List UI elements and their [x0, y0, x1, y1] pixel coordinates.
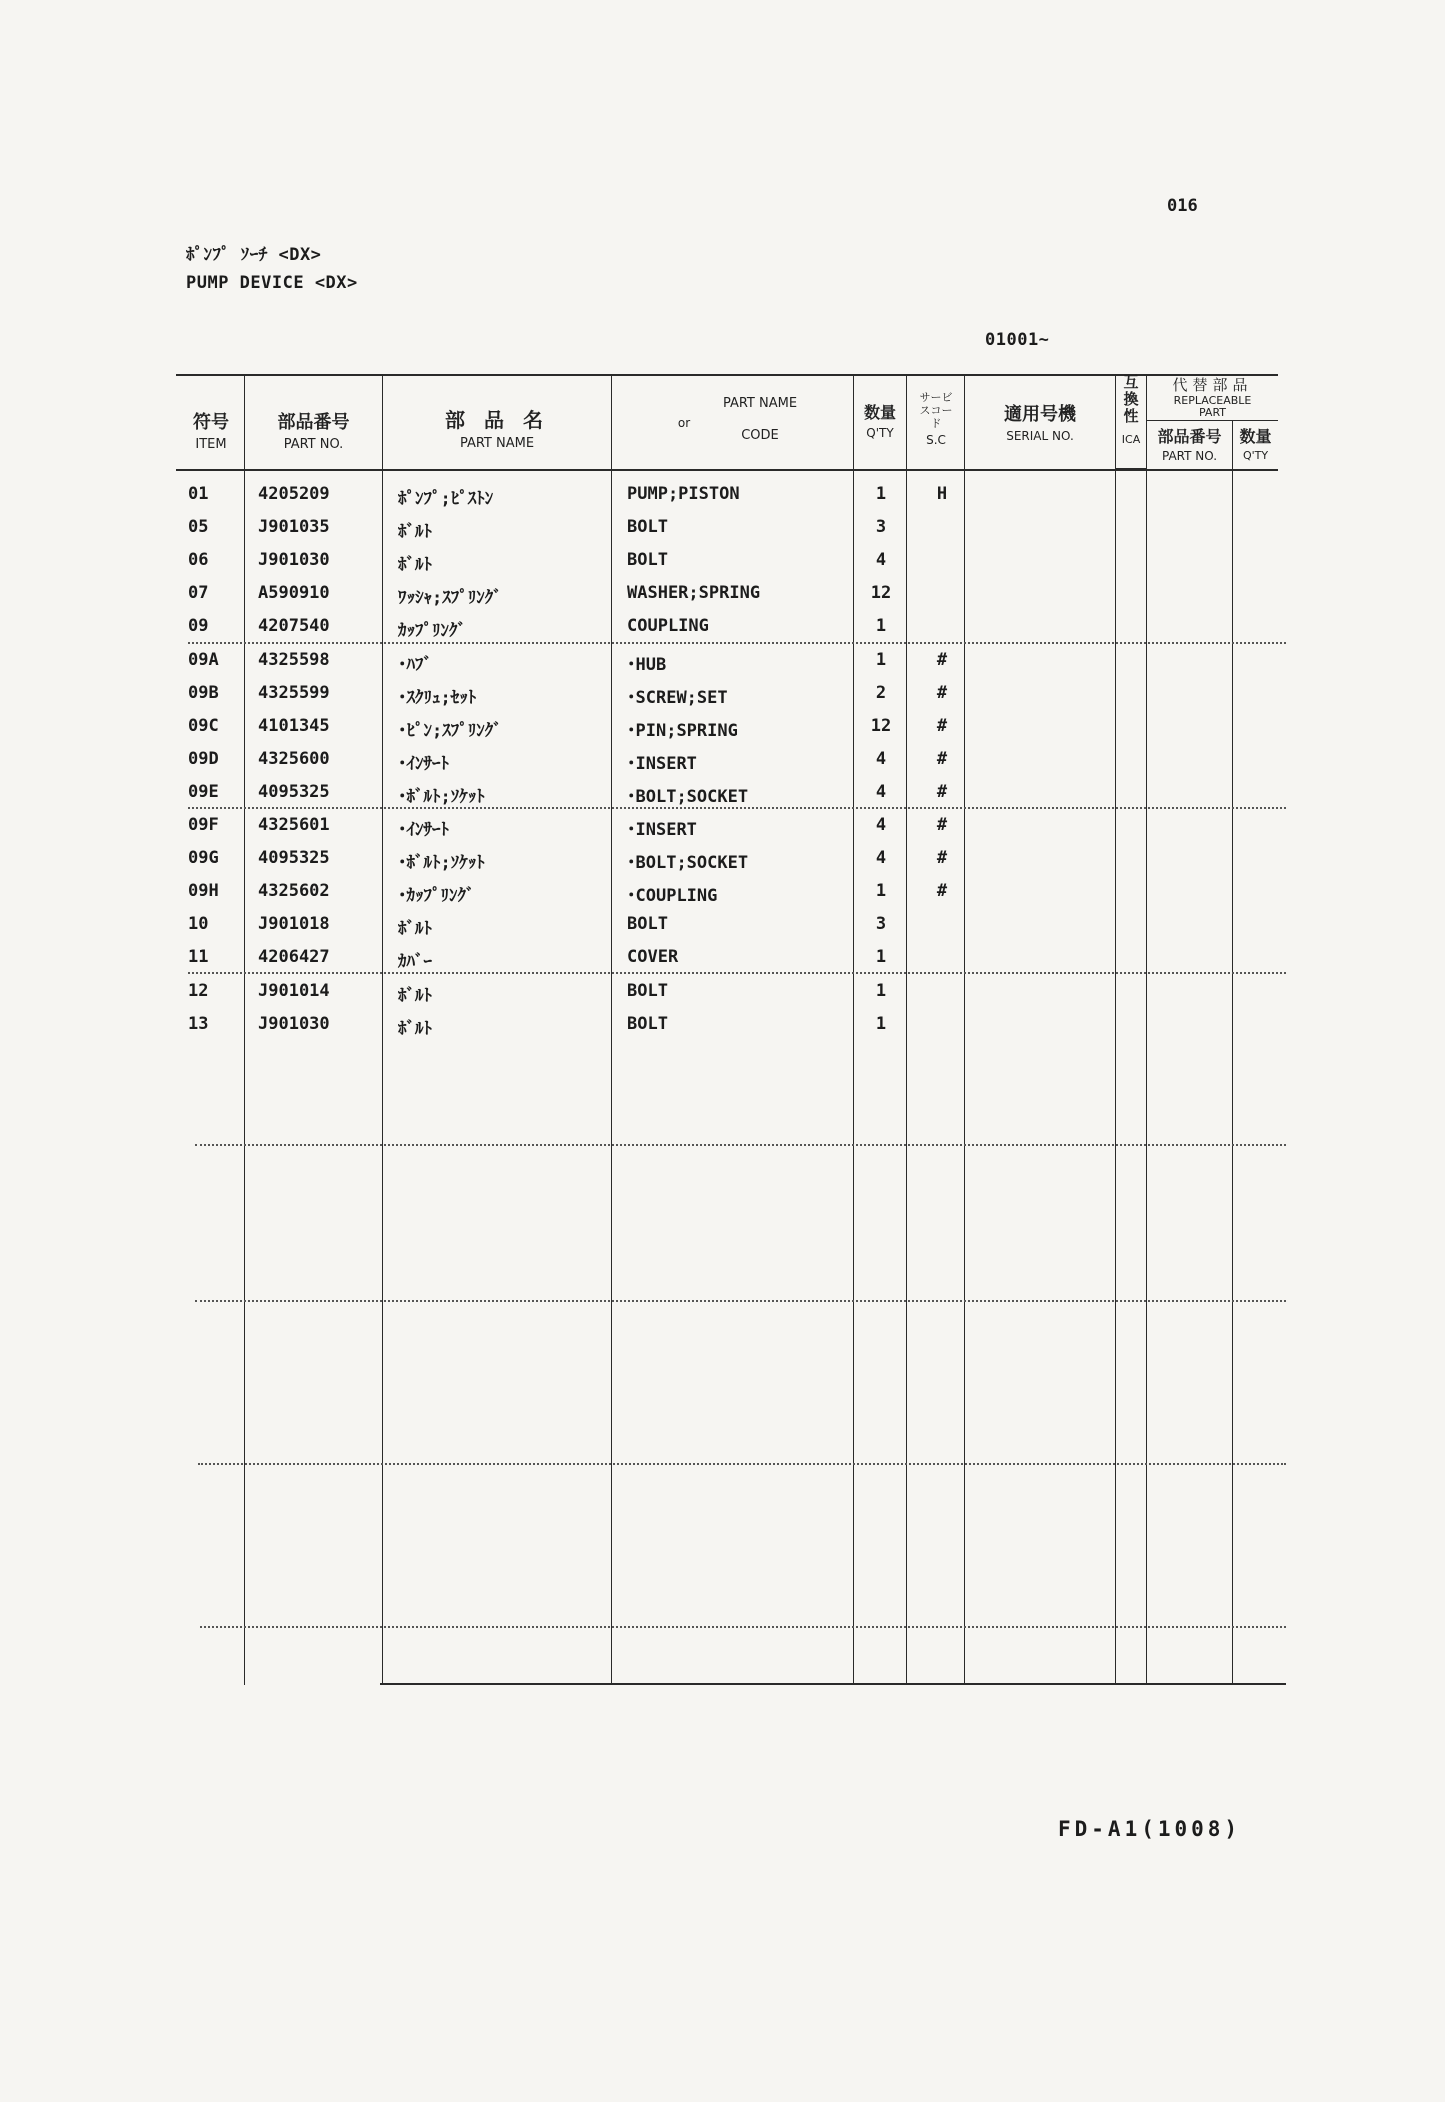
quantity: 2 [875, 683, 887, 703]
part-number: J901014 [258, 981, 330, 1001]
quantity: 4 [875, 550, 887, 570]
item-code: 13 [188, 1014, 209, 1034]
header-qty [854, 400, 906, 440]
table-row [0, 743, 1445, 776]
table-row [0, 809, 1445, 842]
table-row [0, 710, 1445, 743]
part-code: ･COUPLING [627, 886, 718, 906]
table-row [0, 577, 1445, 610]
table-row [0, 644, 1445, 677]
quantity: 1 [875, 650, 887, 670]
part-number: 4207540 [258, 616, 330, 636]
quantity: 1 [875, 981, 887, 1001]
header-ica [1116, 374, 1146, 446]
table-row [0, 610, 1445, 643]
header-sc-en: S.C [926, 433, 946, 447]
part-name-jp: ･ﾎﾞﾙﾄ;ｿｹｯﾄ [398, 853, 485, 873]
header-part-no-en: PART NO. [283, 437, 344, 452]
header-item-en: ITEM [195, 437, 227, 452]
header-rep-part-en: PART NO. [1161, 449, 1218, 463]
part-number: 4325599 [258, 683, 330, 703]
item-code: 01 [188, 484, 209, 504]
part-code: BOLT [627, 1014, 668, 1034]
item-code: 12 [188, 981, 209, 1001]
part-name-jp: ｶｯﾌﾟﾘﾝｸﾞ [398, 621, 466, 641]
part-code: ･BOLT;SOCKET [627, 787, 749, 807]
header-qty-jp: 数量 [863, 403, 896, 422]
part-code: ･BOLT;SOCKET [627, 853, 749, 873]
header-rep-part-jp: 部品番号 [1157, 427, 1222, 446]
item-code: 11 [188, 947, 209, 967]
quantity: 1 [875, 616, 887, 636]
table-row [0, 975, 1445, 1008]
header-ica-en: ICA [1121, 433, 1141, 446]
header-item-jp: 符号 [193, 412, 229, 433]
part-name-jp: ･ｲﾝｻｰﾄ [398, 820, 449, 840]
part-code: ･SCREW;SET [627, 688, 728, 708]
table-row [0, 875, 1445, 908]
header-code: CODE [741, 428, 779, 443]
part-code: COVER [627, 947, 679, 967]
header-ica-jp: 互換性 [1123, 373, 1139, 425]
part-number: J901030 [258, 550, 330, 570]
table-row [0, 842, 1445, 875]
footer-code: FD-A1(1008) [1058, 1817, 1242, 1841]
part-number: 4325600 [258, 749, 330, 769]
item-code: 05 [188, 517, 209, 537]
part-number: 4206427 [258, 947, 330, 967]
serial-range: 01001~ [985, 330, 1050, 350]
quantity: 4 [875, 782, 887, 802]
part-name-jp: ﾎﾞﾙﾄ [398, 1019, 432, 1039]
part-name-jp: ﾎﾞﾙﾄ [398, 555, 432, 575]
header-part-name-jp: 部 品 名 [445, 408, 549, 432]
header-part-name [383, 404, 611, 451]
replace-subheader-rule [1147, 420, 1278, 421]
part-number: 4325601 [258, 815, 330, 835]
part-code: PUMP;PISTON [627, 484, 740, 504]
header-serial-en: SERIAL NO. [1006, 429, 1074, 443]
part-name-jp: ﾜｯｼｬ;ｽﾌﾟﾘﾝｸﾞ [398, 588, 502, 608]
part-name-jp: ﾎﾞﾙﾄ [398, 522, 432, 542]
service-code: # [936, 848, 948, 868]
quantity: 1 [875, 1014, 887, 1034]
service-code: # [936, 815, 948, 835]
table-row [0, 511, 1445, 544]
group-separator [195, 1144, 1286, 1146]
part-number: 4325602 [258, 881, 330, 901]
header-replace-en: REPLACEABLE PART [1173, 394, 1252, 419]
part-number: J901030 [258, 1014, 330, 1034]
item-code: 06 [188, 550, 209, 570]
header-sc-jp: サービスコード [919, 391, 953, 430]
item-code: 09A [188, 650, 219, 670]
table-row [0, 941, 1445, 974]
part-number: 4095325 [258, 848, 330, 868]
group-separator [195, 1300, 1286, 1302]
quantity: 4 [875, 848, 887, 868]
item-code: 09E [188, 782, 219, 802]
part-code: ･INSERT [627, 754, 697, 774]
part-name-jp: ･ｽｸﾘｭ;ｾｯﾄ [398, 688, 477, 708]
table-row [0, 478, 1445, 511]
service-code: # [936, 881, 948, 901]
quantity: 1 [875, 881, 887, 901]
part-code: WASHER;SPRING [627, 583, 761, 603]
header-or: or [677, 416, 691, 430]
page-number: 016 [1167, 196, 1198, 216]
part-code: ･PIN;SPRING [627, 721, 738, 741]
quantity: 3 [875, 517, 887, 537]
header-part-no-jp: 部品番号 [277, 412, 350, 433]
item-code: 07 [188, 583, 209, 603]
service-code: H [936, 484, 948, 504]
table-row [0, 1008, 1445, 1041]
part-name-jp: ﾎﾞﾙﾄ [398, 919, 432, 939]
part-number: 4205209 [258, 484, 330, 504]
table-row [0, 908, 1445, 941]
group-separator [200, 1626, 1286, 1628]
quantity: 3 [875, 914, 887, 934]
quantity: 1 [875, 484, 887, 504]
part-name-jp: ﾎﾞﾙﾄ [398, 986, 432, 1006]
header-serial [965, 400, 1115, 443]
table-row [0, 544, 1445, 577]
page-title: PUMP DEVICE <DX> [186, 273, 358, 293]
part-name-jp: ﾎﾟﾝﾌﾟ;ﾋﾟｽﾄﾝ [398, 489, 494, 509]
part-name-jp: ｶﾊﾞｰ [398, 952, 432, 972]
group-separator [198, 1463, 1286, 1465]
header-code-part-name: PART NAME [722, 396, 798, 411]
service-code: # [936, 782, 948, 802]
quantity: 4 [875, 815, 887, 835]
item-code: 09C [188, 716, 219, 736]
part-code: ･HUB [627, 655, 667, 675]
item-code: 09 [188, 616, 209, 636]
header-replaceable [1147, 374, 1278, 419]
header-bottom-rule [176, 469, 1278, 471]
part-code: BOLT [627, 981, 668, 1001]
quantity: 4 [875, 749, 887, 769]
header-part-no [245, 408, 382, 452]
service-code: # [936, 749, 948, 769]
item-code: 09D [188, 749, 219, 769]
part-number: 4325598 [258, 650, 330, 670]
quantity: 12 [870, 716, 892, 736]
service-code: # [936, 716, 948, 736]
item-code: 09B [188, 683, 219, 703]
header-rep-qty-en: Q'TY [1242, 449, 1269, 462]
header-replace-jp: 代替部品 [1172, 376, 1253, 394]
item-code: 09G [188, 848, 219, 868]
table-row [0, 677, 1445, 710]
table-bottom-rule [380, 1683, 1286, 1685]
header-item [178, 408, 244, 452]
part-name-jp: ･ｶｯﾌﾟﾘﾝｸﾞ [398, 886, 475, 906]
part-number: 4095325 [258, 782, 330, 802]
table-top-rule [176, 374, 1278, 376]
part-name-jp: ･ﾋﾟﾝ;ｽﾌﾟﾘﾝｸﾞ [398, 721, 502, 741]
header-rep-part-no [1147, 424, 1232, 463]
part-code: BOLT [627, 517, 668, 537]
part-name-jp: ･ｲﾝｻｰﾄ [398, 754, 449, 774]
part-number: A590910 [258, 583, 330, 603]
header-rep-qty [1233, 424, 1278, 462]
table-row [0, 776, 1445, 809]
header-rep-qty-jp: 数量 [1239, 427, 1272, 446]
service-code: # [936, 650, 948, 670]
ica-thick-rule [1116, 468, 1146, 471]
title-japanese: ﾎﾟﾝﾌﾟ ｿｰﾁ <DX> [186, 245, 322, 265]
header-qty-en: Q'TY [866, 426, 894, 440]
part-name-jp: ･ﾊﾌﾞ [398, 655, 432, 675]
quantity: 1 [875, 947, 887, 967]
item-code: 09F [188, 815, 219, 835]
service-code: # [936, 683, 948, 703]
part-code: BOLT [627, 914, 668, 934]
header-serial-jp: 適用号機 [1004, 404, 1076, 425]
quantity: 12 [870, 583, 892, 603]
part-number: 4101345 [258, 716, 330, 736]
header-service-code [909, 391, 963, 447]
part-number: J901018 [258, 914, 330, 934]
part-code: ･INSERT [627, 820, 697, 840]
part-code: BOLT [627, 550, 668, 570]
part-number: J901035 [258, 517, 330, 537]
part-name-jp: ･ﾎﾞﾙﾄ;ｿｹｯﾄ [398, 787, 485, 807]
item-code: 09H [188, 881, 219, 901]
header-part-name-en: PART NAME [459, 436, 535, 451]
item-code: 10 [188, 914, 209, 934]
part-code: COUPLING [627, 616, 709, 636]
